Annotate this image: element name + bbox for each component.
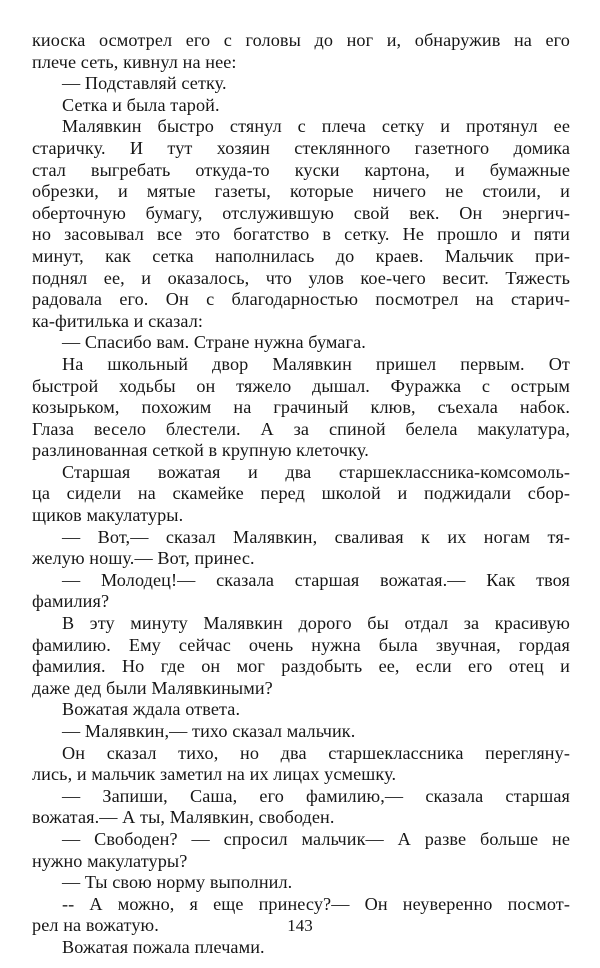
text-line: Старшая вожатая и два старшеклассника-комсомоль- (62, 461, 570, 482)
page-body (32, 30, 570, 959)
text-line: старичку. И тут хозяин стеклянного газетного домика (32, 137, 570, 158)
text-line: нужно макулатуры? (32, 850, 188, 871)
text-line: поднял ее, и оказалось, что улов кое-чего весит. Тяжесть (32, 267, 570, 288)
text-line: — Спасибо вам. Стране нужна бумага. (62, 332, 366, 353)
text-line: Малявкин быстро стянул с плеча сетку и протянул ее (62, 116, 570, 137)
text-line: ка-фитилька и сказал: (32, 310, 204, 331)
text-line: даже дед были Малявкиными? (32, 677, 273, 698)
text-line: лись, и мальчик заметил на их лицах усмешку. (32, 764, 397, 785)
text-line: — Вот,— сказал Малявкин, сваливая к их ногам тя- (62, 526, 570, 547)
text-line: В эту минуту Малявкин дорого бы отдал за красивую (62, 613, 570, 634)
text-line: быстрой ходьбы он тяжело дышал. Фуражка с острым (32, 375, 570, 396)
text-line: Вожатая ждала ответа. (62, 699, 241, 720)
text-line: Он сказал тихо, но два старшеклассника переглянy- (62, 742, 570, 763)
text-line: Сетка и была тарой. (62, 94, 220, 115)
text-line: фамилия? (32, 591, 110, 612)
text-line: но засовывал все это богатство в сетку. Не прошло и пяти (32, 224, 570, 245)
text-line: — Малявкин,— тихо сказал мальчик. (62, 721, 356, 741)
text-line: Глаза весело блестели. А за спиной белела макулатура, (32, 418, 570, 439)
page-number: 143 (287, 916, 313, 935)
text-line: разлинованная сеткой в крупную клеточку. (32, 440, 369, 461)
text-line: радовала его. Он с благодарностью посмотрел на старич- (32, 289, 570, 310)
text-line: оберточную бумагу, отслужившую свой век. Он энергич- (32, 202, 570, 223)
text-line: — Запиши, Саша, его фамилию,— сказала старшая (62, 785, 570, 806)
text-line: стал выгребать откуда-то куски картона, и бумажные (32, 159, 570, 180)
text-line: плече сеть, кивнул на нее: (32, 51, 237, 72)
text-line: рел на вожатую. (32, 915, 159, 936)
text-line: ца сидели на скамейке перед школой и поджидали сбор- (32, 483, 570, 504)
text-line: минут, как сетка наполнилась до краев. Мальчик при- (32, 245, 570, 266)
text-line: желую ношу.— Вот, принес. (32, 548, 255, 569)
text-line: Вожатая пожала плечами. (62, 936, 265, 957)
text-line: фамилию. Ему сейчас очень нужна была звучная, гордая (32, 634, 570, 655)
text-line: фамилия. Но где он мог раздобыть ее, если его отец и (32, 656, 570, 677)
text-line: козырьком, похожим на грачиный клюв, съехала набок. (32, 397, 570, 418)
text-line: -- А можно, я еще принесу?— Он неуверенно посмот- (62, 893, 570, 914)
text-line: — Ты свою норму выполнил. (62, 872, 293, 893)
text-line: щиков макулатуры. (32, 505, 184, 526)
text-line: вожатая.— А ты, Малявкин, свободен. (32, 807, 335, 828)
text-line: — Молодец!— сказала старшая вожатая.— Как твоя (62, 569, 570, 590)
text-line: киоска осмотрел его с головы до ног и, обнаружив на его (32, 30, 570, 50)
text-line: обрезки, и мятые газеты, которые ничего не стоили, и (32, 181, 570, 202)
text-line: На школьный двор Малявкин пришел первым. От (62, 353, 570, 374)
text-line: — Свободен? — спросил мальчик— А разве больше не (62, 828, 570, 849)
text-line: — Подставляй сетку. (62, 73, 227, 94)
